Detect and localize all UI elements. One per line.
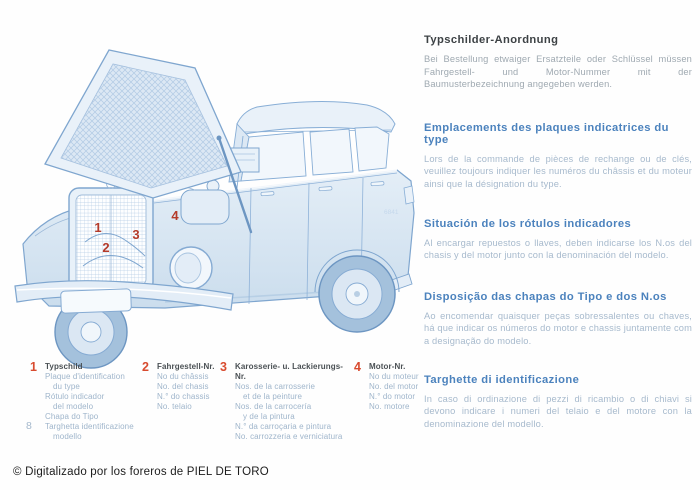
legend-line: No. motore [369,402,410,411]
section-body-portuguese: Ao encomendar quaisquer peças sobressalentes ou chaves, há que indicar os números do motor e chassis juntamente com a designação do modelo. [424,310,692,346]
headlight [170,247,212,289]
legend-line: Nos. de la carrosserie [235,382,316,391]
section-heading-italian: Targhette di identificazione [424,373,580,386]
section-portuguese [424,291,692,348]
section-spanish [424,218,692,262]
legend-number-2: 2 [142,360,149,374]
section-heading-spanish: Situación de los rótulos indicadores [424,217,632,230]
door-handle [319,187,332,191]
legend-line: N.° do chassis [157,392,210,401]
door-handle [261,192,274,196]
tail-light [404,186,414,204]
legend-line: del modelo [53,402,94,411]
section-body-german: Bei Bestellung etwaiger Ersatzteile oder Schlüssel müssen Fahrgestell- und Motor-Nummer mit der Baumusterbezeichnung angegeben werden. [424,54,692,90]
section-french [424,122,692,191]
legend-number-4: 4 [354,360,361,374]
legend-line: Nos. de la carrocería [235,402,312,411]
legend-line: N.° do motor [369,392,416,401]
legend-item-karosserie [220,362,348,442]
section-heading-german: Typschilder-Anordnung [424,34,559,46]
legend-term: Fahrgestell-Nr. [157,362,215,371]
section-body-spanish: Al encargar repuestos o llaves, deben indicarse los N.os del chasis y del motor junto con la denominación del modelo. [424,237,692,261]
legend-line: modello [53,432,82,441]
legend-item-motor [354,362,450,412]
legend-item-fahrgestell [142,362,216,412]
legend [0,362,700,446]
legend-line: No du châssis [157,372,209,381]
figure-number: 6841 [384,209,399,216]
section-body-italian: In caso di ordinazione di pezzi di ricambio o di chiavi si devono indicare i numeri del telaio e del motore con la denominazione del modello. [424,393,692,429]
legend-line: No. del motor [369,382,419,391]
legend-item-typschild [30,362,148,442]
radiator-grille [69,180,153,293]
legend-term: Typschild [45,362,83,371]
legend-line: du type [53,382,80,391]
license-plate [61,289,132,313]
section-heading-french: Emplacements des plaques indicatrices du type [424,121,669,146]
legend-line: No. carrozzeria e verniciatura [235,432,343,441]
legend-term: Motor-Nr. [369,362,406,371]
section-german [424,34,692,91]
legend-line: Chapa do Tipo [45,412,99,421]
legend-number-3: 3 [220,360,227,374]
callout-4: 4 [171,208,179,223]
section-body-french: Lors de la commande de pièces de rechange ou de clés, veuillez toujours indiquer les numéros du châssis et du moteur ainsi que la désignation du type. [424,153,692,189]
legend-line: No. telaio [157,402,192,411]
legend-line: Plaque d'identification [45,372,125,381]
callout-2: 2 [102,240,110,255]
legend-line: et de la peinture [243,392,303,401]
section-heading-portuguese: Disposição das chapas do Tipo e dos N.os [424,290,667,303]
car-illustration [5,40,430,370]
rear-wheel [315,250,399,332]
callout-3: 3 [132,227,140,242]
legend-line: Rótulo indicador [45,392,105,401]
callout-1: 1 [94,220,102,235]
legend-line: Targhetta identificazione [45,422,134,431]
legend-line: N.° da carroçaria e pintura [235,422,332,431]
legend-line: y de la pintura [243,412,295,421]
engine-unit [181,190,229,224]
legend-line: No du moteur [369,372,419,381]
door-handle [371,182,384,186]
legend-term: Karosserie- u. Lackierungs-Nr. [235,362,344,381]
legend-number-1: 1 [30,360,37,374]
legend-line: No. del chasis [157,382,209,391]
digitization-credit: © Digitalizado por los foreros de PIEL DE TORO [13,466,269,478]
page-number: 8 [26,420,32,432]
